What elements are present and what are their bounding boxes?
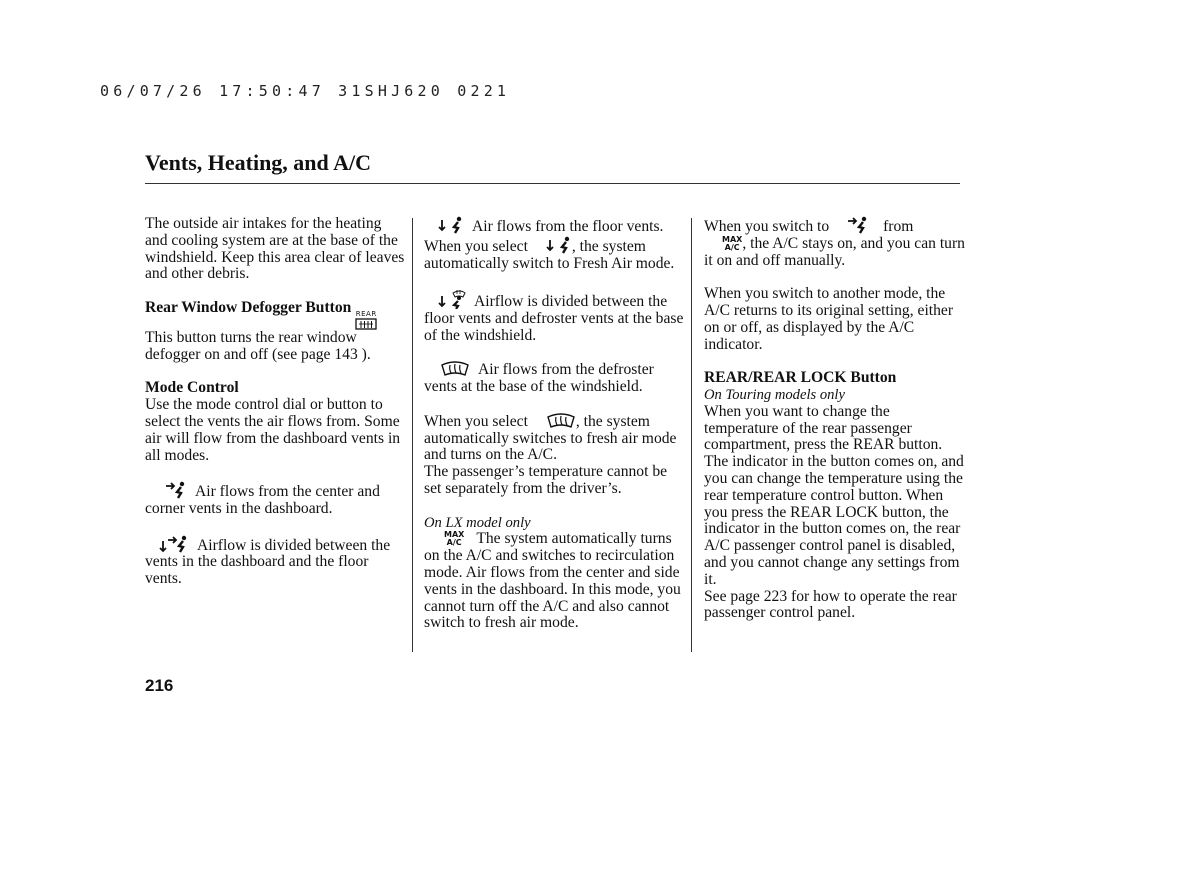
center-vents-text: Air flows from the center and corner vents in the dashboard. <box>145 483 380 517</box>
floor-text-b: , the system automatically switch to Fresh Air mode. <box>424 237 675 272</box>
column-3 <box>704 216 966 622</box>
bilevel-line <box>145 535 405 588</box>
touring-note: On Touring models only <box>704 386 845 403</box>
page-number: 216 <box>145 676 174 695</box>
defrost-line <box>424 361 686 396</box>
switch-text-b: from <box>883 218 914 235</box>
center-vents-line <box>145 481 405 518</box>
floor-defrost-line <box>424 289 686 344</box>
max-ac-icon-inline-bottom: A/C <box>724 242 740 252</box>
defogger-heading-line <box>145 300 405 330</box>
mode-text: Use the mode control dial or button to select the vents the air flows from. Some air will flow from the dashboard vents in all modes. <box>145 396 401 464</box>
defrost-icon <box>440 361 470 377</box>
select-text-a: When you select <box>424 412 528 430</box>
select-text-b: , the system automatically switches to fresh air mode and turns on the A/C. <box>424 412 677 464</box>
column-1 <box>145 216 405 588</box>
switch-text-c: , the A/C stays on, and you can turn it on and off manually. <box>704 234 965 269</box>
center-vent-icon <box>165 481 187 499</box>
max-ac-text: The system automatically turns on the A/C and switches to recirculation mode. Air flows from the center and side vents in the dashboard. In this mode, you cannot turn off the A/C and also cannot switch to fresh air mode. <box>424 530 681 632</box>
mode-heading: Mode Control <box>145 379 239 397</box>
bilevel-text: Airflow is divided between the vents in the dashboard and the floor vents. <box>145 536 391 588</box>
another-mode-text: When you switch to another mode, the A/C returns to its original setting, either on or off, as displayed by the A/C indicator. <box>704 285 954 353</box>
print-stamp: 06/07/26 17:50:47 31SHJ620 0221 <box>100 82 511 100</box>
switch-text-a: When you switch to <box>704 218 830 235</box>
rear-defogger-icon <box>355 310 377 330</box>
rear-defogger-icon-label: REAR <box>355 309 377 318</box>
max-ac-icon-inline-top: MAX <box>722 234 743 244</box>
defogger-text: This button turns the rear window defogger on and off (see page 143 ). <box>145 328 371 363</box>
intro-paragraph: The outside air intakes for the heating and cooling system are at the base of the windshield. Keep this area clear of leaves and other debris. <box>145 215 405 283</box>
rear-lock-heading: REAR/REAR LOCK Button <box>704 369 897 387</box>
max-ac-icon-top: MAX <box>444 530 465 540</box>
bilevel-vent-icon <box>159 535 189 553</box>
floor-vent-icon-inline <box>847 216 869 234</box>
floor-defrost-text: Airflow is divided between the floor vents and defroster vents at the base of the windshield. <box>424 293 684 344</box>
max-ac-icon-bottom: A/C <box>446 538 462 548</box>
floor-text-a: Air flows from the floor vents. When you select <box>424 218 664 255</box>
column-divider <box>412 218 413 652</box>
max-line <box>424 531 686 632</box>
rear-lock-text: When you want to change the temperature of the rear passenger compartment, press the REAR button. The indicator in the button comes on, and you can change the temperature using the rear temperature control button. When you press the REAR LOCK button, the indicator in the button comes on, the rear A/C passenger control panel is disabled, and you cannot change any settings from it. <box>704 402 964 588</box>
column-divider <box>691 218 692 652</box>
max-ac-icon <box>444 531 464 547</box>
floor-vent-icon <box>438 216 464 234</box>
floor-defrost-vent-icon <box>438 289 466 309</box>
defogger-heading: Rear Window Defogger Button <box>145 298 352 316</box>
lx-note: On LX model only <box>424 514 531 531</box>
title-rule <box>145 183 960 184</box>
see-page-text: See page 223 for how to operate the rear passenger control panel. <box>704 587 957 622</box>
floor-vent-icon-inline <box>546 236 572 254</box>
switch-line <box>704 216 966 269</box>
floor-line <box>424 216 686 272</box>
passenger-text: The passenger’s temperature cannot be set separately from the driver’s. <box>424 463 668 497</box>
select-line <box>424 413 686 464</box>
column-2 <box>424 216 686 632</box>
page-title: Vents, Heating, and A/C <box>145 150 371 175</box>
max-ac-icon-inline <box>722 236 742 252</box>
defrost-text: Air flows from the defroster vents at the base of the windshield. <box>424 361 654 396</box>
defrost-icon-inline <box>546 413 576 429</box>
